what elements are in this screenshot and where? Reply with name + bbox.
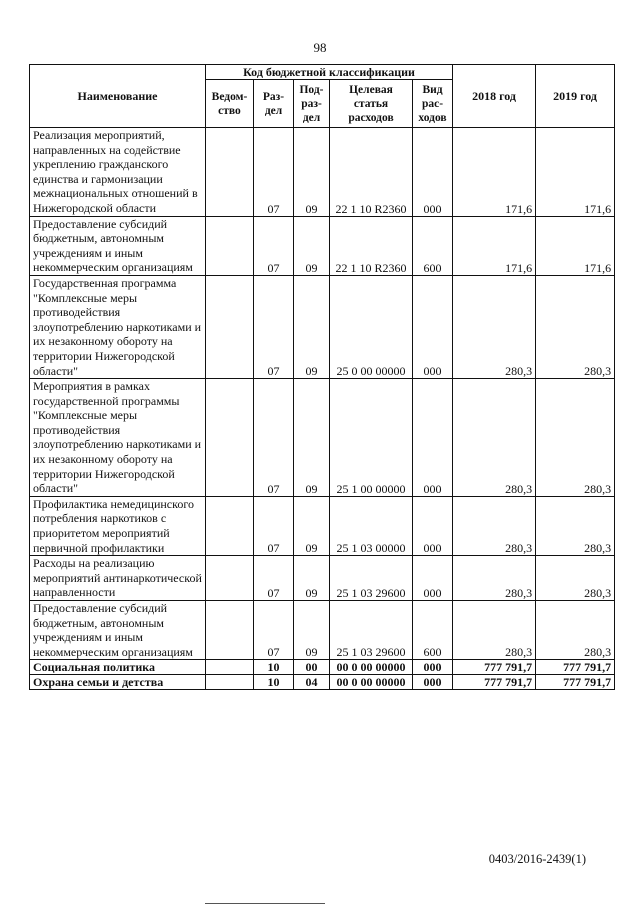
cell-statya: 25 1 03 29600	[330, 556, 413, 601]
header-2019: 2019 год	[536, 65, 615, 128]
cell-y2019: 280,3	[536, 379, 615, 497]
cell-razdel: 07	[254, 275, 294, 378]
table-row	[30, 128, 615, 217]
cell-y2018: 280,3	[453, 601, 536, 660]
cell-y2018: 280,3	[453, 275, 536, 378]
row-name: Предоставление субсидий бюджетным, автономным учреждениям и иным некоммерческим организациям	[30, 216, 206, 275]
cell-razdel: 07	[254, 216, 294, 275]
header-classification-code: Код бюджетной классификации	[206, 65, 453, 80]
cell-y2018: 280,3	[453, 379, 536, 497]
cell-y2018: 777 791,7	[453, 675, 536, 690]
header-name: Наименование	[30, 65, 206, 128]
table-row	[30, 660, 615, 675]
header-razdel: Раз- дел	[254, 80, 294, 128]
cell-statya: 25 0 00 00000	[330, 275, 413, 378]
row-name: Государственная программа "Комплексные меры противодействия злоупотреблению наркотиками и их незаконному обороту на территории Нижегородской области"	[30, 275, 206, 378]
cell-y2019: 777 791,7	[536, 675, 615, 690]
cell-podrazdel: 00	[294, 660, 330, 675]
cell-podrazdel: 04	[294, 675, 330, 690]
cell-vid: 000	[413, 496, 453, 555]
cell-razdel: 07	[254, 379, 294, 497]
cell-statya: 22 1 10 R2360	[330, 216, 413, 275]
cell-statya: 25 1 03 29600	[330, 601, 413, 660]
cell-vedomstvo	[206, 660, 254, 675]
page-number: 98	[313, 40, 327, 55]
cell-y2018: 777 791,7	[453, 660, 536, 675]
cell-y2018: 171,6	[453, 128, 536, 217]
cell-vid: 000	[413, 675, 453, 690]
document-id: 0403/2016-2439(1)	[488, 852, 586, 866]
row-name: Предоставление субсидий бюджетным, автономным учреждениям и иным некоммерческим организациям	[30, 601, 206, 660]
cell-vedomstvo	[206, 379, 254, 497]
cell-vedomstvo	[206, 216, 254, 275]
cell-vedomstvo	[206, 556, 254, 601]
cell-vedomstvo	[206, 675, 254, 690]
cell-razdel: 07	[254, 601, 294, 660]
cell-statya: 00 0 00 00000	[330, 660, 413, 675]
cell-razdel: 07	[254, 128, 294, 217]
cell-razdel: 07	[254, 556, 294, 601]
cell-razdel: 10	[254, 660, 294, 675]
cell-y2019: 171,6	[536, 216, 615, 275]
table-row	[30, 601, 615, 660]
header-expense-type: Вид рас- ходов	[413, 80, 453, 128]
cell-vedomstvo	[206, 601, 254, 660]
cell-podrazdel: 09	[294, 601, 330, 660]
cell-y2019: 280,3	[536, 556, 615, 601]
cell-razdel: 07	[254, 496, 294, 555]
cell-vid: 000	[413, 660, 453, 675]
cell-statya: 25 1 03 00000	[330, 496, 413, 555]
cell-y2019: 280,3	[536, 275, 615, 378]
cell-podrazdel: 09	[294, 496, 330, 555]
cell-vedomstvo	[206, 128, 254, 217]
cell-podrazdel: 09	[294, 275, 330, 378]
cell-vedomstvo	[206, 275, 254, 378]
cell-statya: 22 1 10 R2360	[330, 128, 413, 217]
bottom-divider	[205, 903, 325, 904]
table-row	[30, 275, 615, 378]
cell-y2019: 171,6	[536, 128, 615, 217]
header-podrazdel: Под- раз- дел	[294, 80, 330, 128]
table-body	[30, 128, 615, 690]
cell-vid: 000	[413, 379, 453, 497]
row-name: Реализация мероприятий, направленных на содействие укреплению гражданского единства и гармонизации межнациональных отношений в Нижегородской области	[30, 128, 206, 217]
cell-y2019: 280,3	[536, 496, 615, 555]
table-row	[30, 496, 615, 555]
header-vedomstvo: Ведом- ство	[206, 80, 254, 128]
cell-y2018: 171,6	[453, 216, 536, 275]
cell-y2019: 280,3	[536, 601, 615, 660]
cell-y2018: 280,3	[453, 556, 536, 601]
row-name: Социальная политика	[30, 660, 206, 675]
row-name: Профилактика немедицинского потребления наркотиков с приоритетом мероприятий первичной профилактики	[30, 496, 206, 555]
cell-razdel: 10	[254, 675, 294, 690]
row-name: Расходы на реализацию мероприятий антинаркотической направленности	[30, 556, 206, 601]
cell-y2018: 280,3	[453, 496, 536, 555]
cell-vid: 000	[413, 556, 453, 601]
cell-vid: 600	[413, 216, 453, 275]
table-row	[30, 379, 615, 497]
table-row	[30, 675, 615, 690]
header-2018: 2018 год	[453, 65, 536, 128]
cell-vid: 000	[413, 128, 453, 217]
row-name: Охрана семьи и детства	[30, 675, 206, 690]
cell-statya: 25 1 00 00000	[330, 379, 413, 497]
cell-vid: 600	[413, 601, 453, 660]
cell-podrazdel: 09	[294, 216, 330, 275]
table-row	[30, 216, 615, 275]
cell-podrazdel: 09	[294, 556, 330, 601]
row-name: Мероприятия в рамках государственной программы "Комплексные меры противодействия злоупотреблению наркотиками и их незаконному обороту на территории Нижегородской области"	[30, 379, 206, 497]
cell-vid: 000	[413, 275, 453, 378]
header-target-item: Целевая статья расходов	[330, 80, 413, 128]
cell-vedomstvo	[206, 496, 254, 555]
cell-podrazdel: 09	[294, 128, 330, 217]
cell-podrazdel: 09	[294, 379, 330, 497]
cell-y2019: 777 791,7	[536, 660, 615, 675]
budget-table	[29, 64, 615, 690]
cell-statya: 00 0 00 00000	[330, 675, 413, 690]
table-row	[30, 556, 615, 601]
